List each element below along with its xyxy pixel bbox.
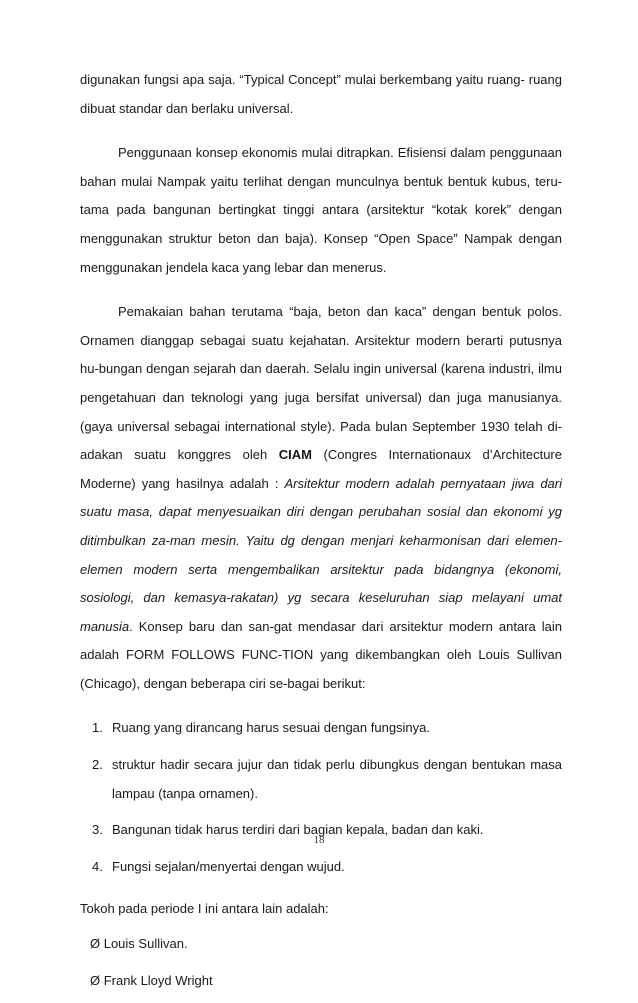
list-item-text: Bangunan tidak harus terdiri dari bagian kepala, badan dan kaki. <box>112 822 484 838</box>
ciam-bold-text: CIAM <box>278 447 312 463</box>
figure-name-louis-sullivan: Ø Louis Sullivan. <box>90 936 188 952</box>
document-body <box>80 66 562 1003</box>
figures-heading: Tokoh pada periode I ini antara lain adalah: <box>80 901 329 917</box>
list-item-number: 1. <box>92 720 103 736</box>
list-item-number: 4. <box>92 858 103 874</box>
list-item-text: Fungsi sejalan/menyertai dengan wujud. <box>112 858 345 874</box>
list-item <box>80 714 562 743</box>
paragraph-typical-concept: digunakan fungsi apa saja. “Typical Concept” mulai berkembang yaitu ruang- ruang dibuat standar dan berlaku universal. <box>80 72 562 116</box>
ciam-result-italic: Arsitektur modern adalah pernyataan jiwa dari suatu masa, dapat menyesuaikan diri dengan perubahan sosial dan ekonomi yg ditimbulkan za-man mesin. Yaitu dg dengan menjari keharmonisan dari elemen-elemen modern serta mengembalikan arsitektur pada bidangnya (ekonomi, sosiologi, dan kemasya-rakatan) yg secara keseluruhan siap melayani umat manusia <box>80 475 562 634</box>
list-item <box>80 853 562 882</box>
list-item-text: Ruang yang dirancang harus sesuai dengan fungsinya. <box>112 720 431 736</box>
paragraph-materials-ciam <box>80 298 562 698</box>
page-number: 18 <box>313 834 325 846</box>
paragraph-economic-concept: Penggunaan konsep ekonomis mulai ditrapkan. Efisiensi dalam penggunaan bahan mulai Nampak yaitu terlihat dengan munculnya bentuk bentuk kubus, teru-tama pada bangunan bertingkat tinggi antara (arsitektur “kotak korek” dengan menggunakan struktur beton dan baja). Konsep “Open Space” Nampak dengan menggunakan jendela kaca yang lebar dan menerus. <box>80 145 562 275</box>
paragraph-form-follows-function: . Konsep baru dan san-gat mendasar dari arsitektur modern antara lain adalah FORM FOLLOWS FUNC-TION yang dikembangkan oleh Louis Sullivan (Chicago), dengan beberapa ciri se-bagai berikut: <box>80 618 562 691</box>
characteristics-list <box>80 714 562 881</box>
paragraph-materials-intro: Pemakaian bahan terutama “baja, beton dan kaca” dengan bentuk polos. Ornamen dianggap sebagai suatu kejahatan. Arsitektur modern berarti putusnya hu-bungan dengan sejarah dan daerah. Selalu ingin universal (karena industri, ilmu pengetahuan dan teknologi yang juga bersifat universal) dan juga manusianya. (gaya universal sebagai international style). Pada bulan September 1930 telah di-adakan suatu konggres oleh <box>80 304 562 463</box>
figure-name-frank-lloyd-wright: Ø Frank Lloyd Wright <box>90 972 213 988</box>
list-item-number: 2. <box>92 757 103 773</box>
figures-list <box>80 930 562 995</box>
list-item <box>80 751 562 808</box>
list-item-number: 3. <box>92 822 103 838</box>
list-item-text: struktur hadir secara jujur dan tidak perlu dibungkus dengan bentukan masa lampau (tanpa ornamen). <box>112 757 562 801</box>
paragraph-ciam-definition: (Congres Internationaux d’Architecture Moderne) yang hasilnya adalah : <box>80 447 562 491</box>
